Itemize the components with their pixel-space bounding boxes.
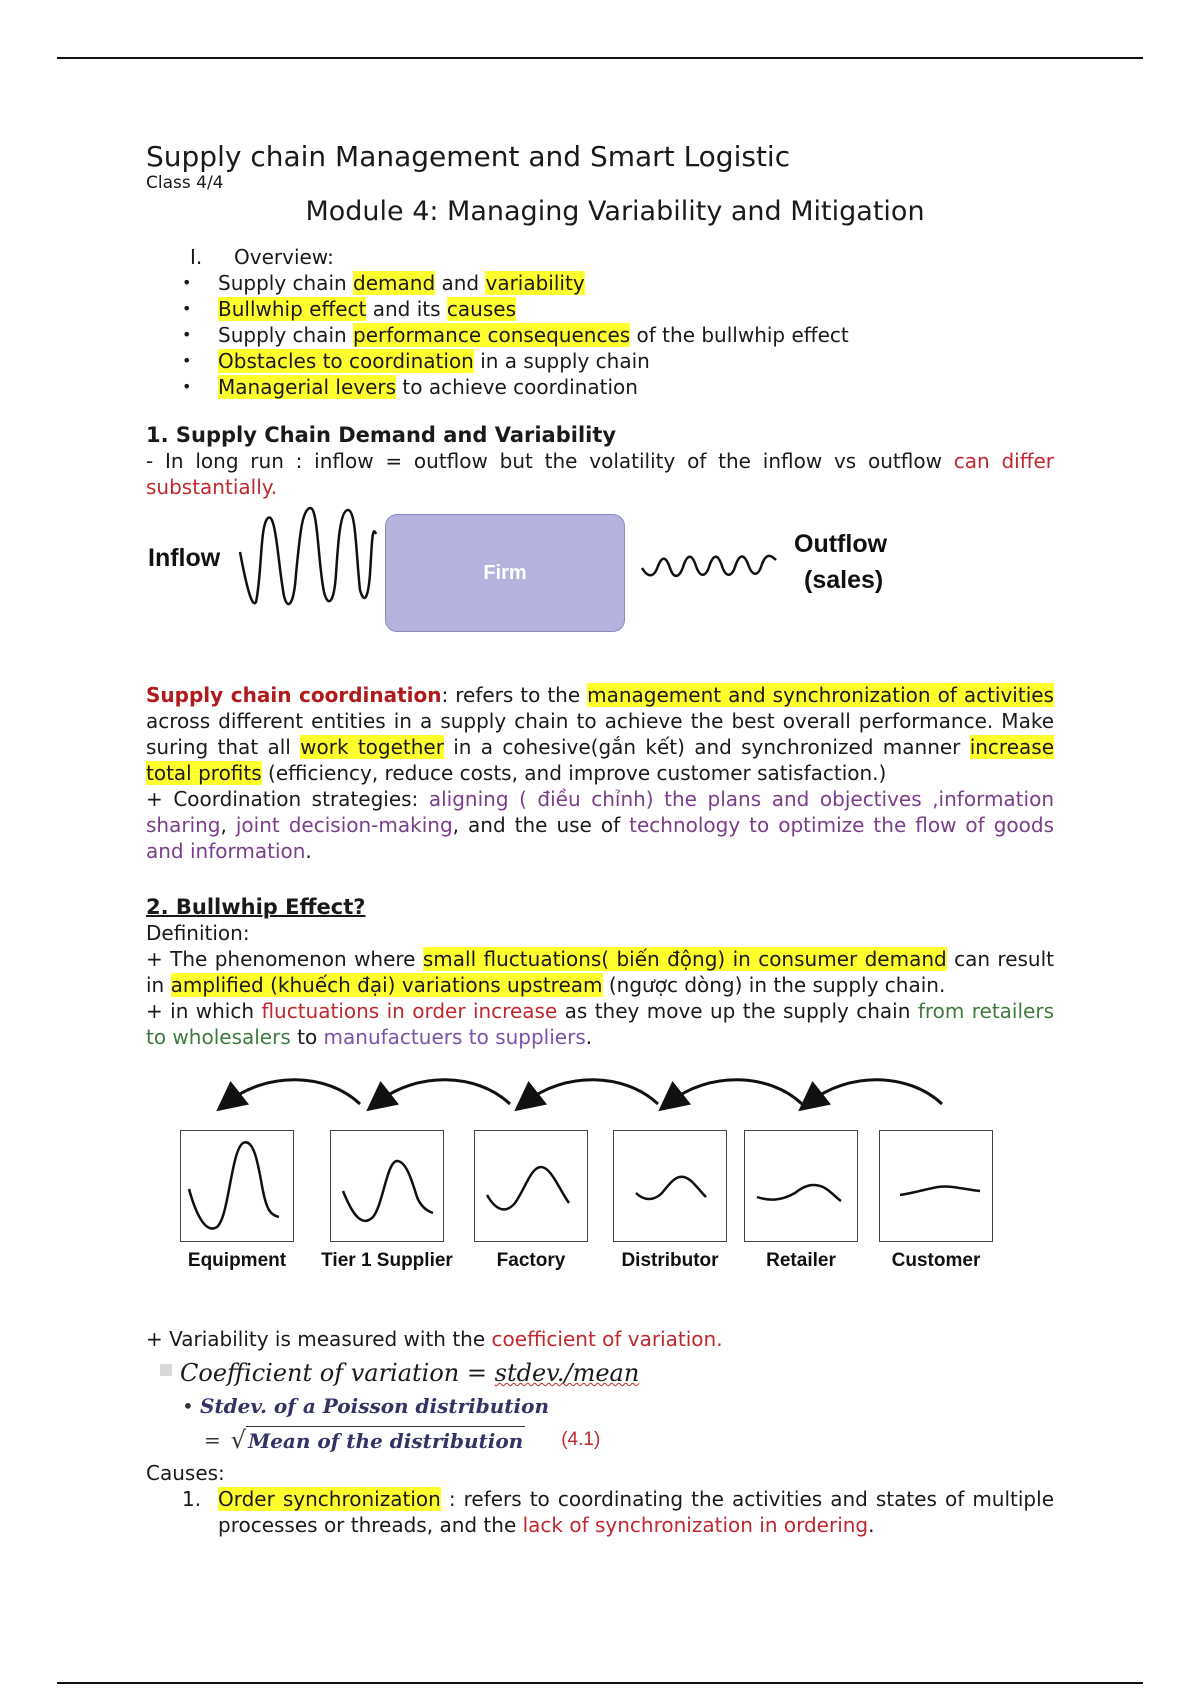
text-run: + in which [146,999,262,1023]
text-run: : refers to coordinating the activities and states of multiple processes or threads, and the [218,1487,1054,1537]
chain-label-tier1-supplier: Tier 1 Supplier [321,1250,453,1271]
variability-paragraph [146,1326,1054,1352]
list-item [146,322,1054,348]
low-wave-icon [745,1131,857,1241]
text-run: . [585,1025,593,1049]
text-run: can result in [146,947,1054,997]
tier1-supplier-box [330,1130,444,1242]
document-body [146,140,1054,1538]
bullet-dot-icon: • [182,1394,194,1418]
section1-paragraph [146,448,1054,500]
formula-text: stdev./mean [494,1359,640,1387]
text-run: to achieve coordination [396,375,638,399]
highlight-run: small fluctuations( biến động) in consumer demand [422,947,947,971]
text-run: - In long run : inflow = outflow but the volatility of the inflow vs outflow [146,449,954,473]
list-item [146,296,1054,322]
medium-high-wave-icon [331,1131,443,1241]
high-variability-wave-icon [181,1131,293,1241]
emphasis-run: can differ substantially [146,449,1055,499]
emphasis-run: aligning ( điều chỉnh) the plans and objectives ,information sharing [146,787,1054,837]
formula-text: Coefficient of variation = [180,1359,495,1387]
top-rule [57,57,1143,59]
text-run: + Coordination strategies: [146,787,429,811]
class-label: Class 4/4 [146,173,224,193]
text-run: Supply chain [218,271,354,295]
overview-list [146,270,1054,400]
highlight-run: amplified (khuếch đại) variations upstream [170,973,603,997]
causes-label: Causes: [146,1461,225,1485]
formula-text: Stdev. of a Poisson distribution [200,1394,550,1418]
chain-label-distributor: Distributor [621,1250,719,1271]
sqrt-formula [204,1422,1054,1458]
text-run: , and the use of [452,813,630,837]
list-item [146,374,1054,400]
overview-heading-text: Overview: [234,245,334,269]
highlight-run: Order synchronization [218,1487,441,1511]
text-run: in a cohesive(gắn kết) and synchronized manner [443,735,970,759]
equation-number: (4.1) [561,1429,601,1450]
text-run: (efficiency, reduce costs, and improve customer satisfaction.) [261,761,887,785]
section1-heading: 1. Supply Chain Demand and Variability [146,423,617,447]
overview-heading [190,244,1054,270]
overview-numeral: I. [190,245,203,269]
emphasis-run: lack of synchronization in ordering [522,1513,869,1537]
highlight-run: demand [353,271,436,295]
text-run: + Variability is measured with the [146,1327,492,1351]
text-run: in a supply chain [473,349,650,373]
equals-sign: = [204,1428,221,1452]
definition-label: Definition: [146,921,250,945]
firm-box: Firm [385,514,625,632]
highlight-run: causes [446,297,516,321]
text-run: . [305,839,312,863]
bullet-square-icon [160,1364,172,1376]
text-run: . [270,475,278,499]
distributor-box [613,1130,727,1242]
highlight-run: variability [485,271,585,295]
chain-label-equipment: Equipment [187,1250,287,1271]
radicand: Mean of the distribution [246,1426,525,1455]
outflow-sales-label: (sales) [804,566,884,594]
stdev-formula [182,1390,1054,1422]
causes-list [146,1486,1054,1538]
section2-heading [146,894,1054,920]
emphasis-run: joint decision-making [235,813,453,837]
emphasis-run: coefficient of variation. [491,1327,723,1351]
coordination-paragraph [146,682,1054,786]
highlight-run: Obstacles to coordination [218,349,474,373]
list-item [146,1486,1054,1538]
text-run: as they move up the supply chain [557,999,918,1023]
upstream-arrows-icon [146,1068,1066,1128]
radical-sign-icon: √ [230,1425,247,1454]
text-run: , [220,813,236,837]
cv-formula [160,1356,1054,1390]
text-run: and [435,271,486,295]
bullwhip-diagram [146,1068,1066,1326]
customer-box [879,1130,993,1242]
section2-heading-text: 2. Bullwhip Effect? [146,895,366,919]
chain-label-factory: Factory [496,1250,566,1271]
highlight-run: management and synchronization of activities [587,683,1054,707]
chain-label-retailer: Retailer [766,1250,836,1271]
text-run: (ngược dòng) in the supply chain. [602,973,946,997]
inflow-label: Inflow [148,544,221,572]
definition-paragraph-1 [146,946,1054,998]
chain-label-customer: Customer [891,1250,981,1271]
flat-wave-icon [880,1131,992,1241]
low-medium-wave-icon [614,1131,726,1241]
module-title: Module 4: Managing Variability and Mitigation [305,196,925,227]
highlight-run: performance consequences [353,323,631,347]
equipment-box [180,1130,294,1242]
emphasis-run: fluctuations in order increase [261,999,558,1023]
highlight-run: Bullwhip effect [218,297,367,321]
text-run: to [290,1025,324,1049]
square-root [231,1426,525,1455]
text-run: Supply chain [218,323,354,347]
medium-wave-icon [475,1131,587,1241]
strategies-paragraph [146,786,1054,864]
highlight-run: increase total profits [146,735,1054,785]
inflow-outflow-diagram [138,504,1058,654]
text-run: . [868,1513,875,1537]
text-run: of the bullwhip effect [630,323,849,347]
inflow-wave-icon [238,504,378,614]
list-item [146,270,1054,296]
bottom-rule [57,1682,1143,1684]
retailer-box [744,1130,858,1242]
document-title: Supply chain Management and Smart Logistic [146,140,791,173]
text-run: : refers to the [441,683,588,707]
highlight-run: Managerial levers [218,375,397,399]
text-run: + The phenomenon where [146,947,423,971]
definition-paragraph-2 [146,998,1054,1050]
emphasis-run: manufactuers to suppliers [323,1025,586,1049]
emphasis-run: from retailers to wholesalers [146,999,1054,1049]
highlight-run: work together [300,735,444,759]
text-run: and its [366,297,447,321]
list-number: 1. [182,1487,202,1511]
outflow-label: Outflow [794,530,888,558]
term-run: Supply chain coordination [146,683,442,707]
text-run: across different entities in a supply chain to achieve the best overall performance. Make suring that all [146,709,1054,759]
list-item [146,348,1054,374]
factory-box [474,1130,588,1242]
outflow-wave-icon [640,548,780,582]
emphasis-run: technology to optimize the flow of goods and information [146,813,1054,863]
